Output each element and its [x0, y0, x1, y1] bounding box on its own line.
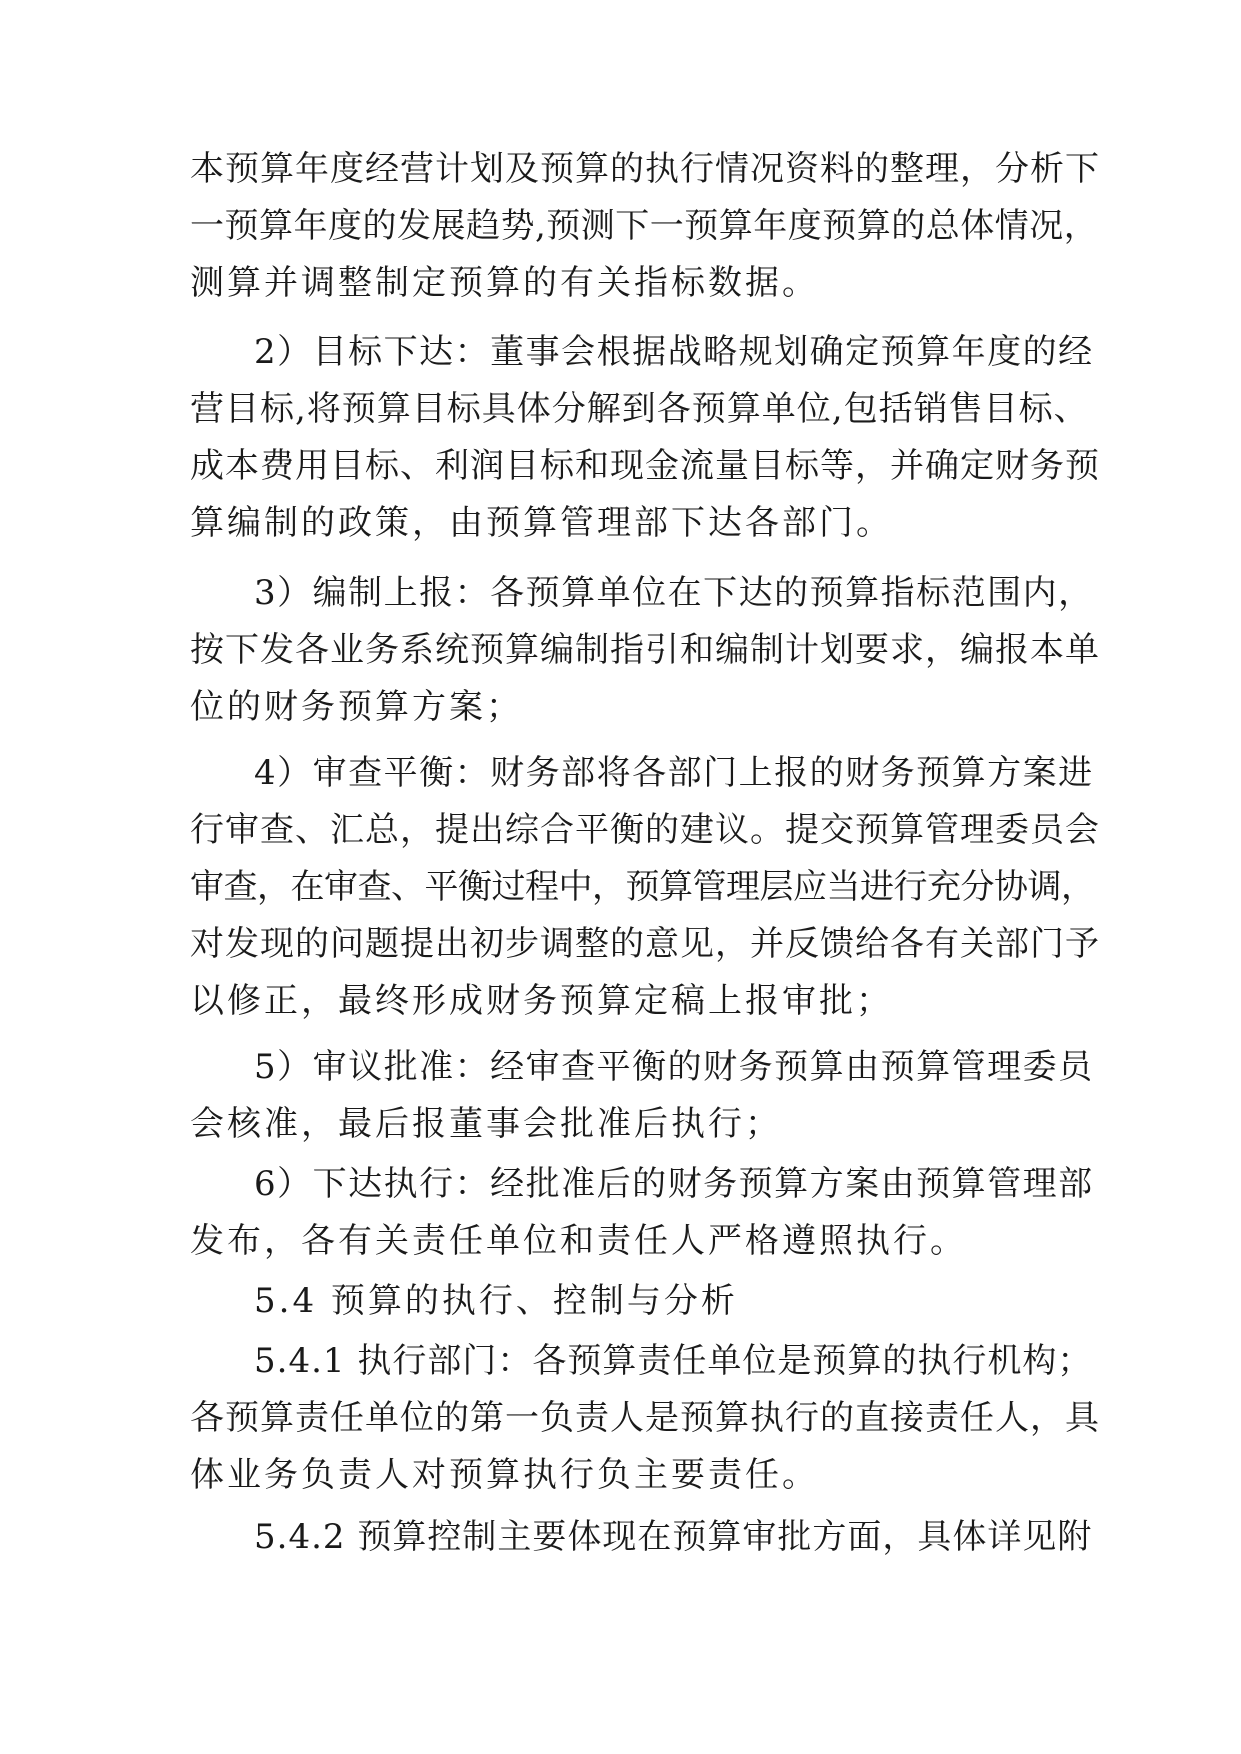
list-item-4-text: 4）审查平衡：财务部将各部门上报的财务预算方案进 [254, 753, 1094, 793]
text-line: 以修正，最终形成财务预算定稿上报审批； [190, 981, 893, 1021]
text-line: 本预算年度经营计划及预算的执行情况资料的整理，分析下 [190, 149, 1100, 189]
text-line: 体业务负责人对预算执行负主要责任。 [190, 1455, 819, 1495]
text-line: 按下发各业务系统预算编制指引和编制计划要求，编报本单 [190, 630, 1100, 670]
text-line: 会核准，最后报董事会批准后执行； [190, 1104, 782, 1144]
list-item-3-text: 3）编制上报：各预算单位在下达的预算指标范围内， [254, 573, 1094, 613]
clause-5-4-1-text: 5.4.1 执行部门：各预算责任单位是预算的执行机构； [254, 1341, 1093, 1381]
list-item-6-text: 6）下达执行：经批准后的财务预算方案由预算管理部 [254, 1164, 1094, 1204]
list-item-2-text: 2）目标下达：董事会根据战略规划确定预算年度的经 [254, 332, 1094, 372]
text-line: 算编制的政策，由预算管理部下达各部门。 [190, 503, 893, 543]
text-line: 发布，各有关责任单位和责任人严格遵照执行。 [190, 1221, 967, 1261]
text-line: 测算并调整制定预算的有关指标数据。 [190, 263, 819, 303]
text-line: 位的财务预算方案； [190, 687, 523, 727]
section-heading-5-4: 5.4 预算的执行、控制与分析 [254, 1281, 738, 1321]
text-line: 对发现的问题提出初步调整的意见，并反馈给各有关部门予 [190, 924, 1100, 964]
text-line: 营目标,将预算目标具体分解到各预算单位,包括销售目标、 [190, 389, 1089, 429]
text-line: 审查，在审查、平衡过程中，预算管理层应当进行充分协调， [190, 867, 1095, 907]
text-line: 各预算责任单位的第一负责人是预算执行的直接责任人，具 [190, 1398, 1100, 1438]
text-line: 成本费用目标、利润目标和现金流量目标等，并确定财务预 [190, 446, 1100, 486]
text-line: 行审查、汇总，提出综合平衡的建议。提交预算管理委员会 [190, 810, 1100, 850]
text-line: 一预算年度的发展趋势,预测下一预算年度预算的总体情况， [190, 206, 1099, 246]
clause-5-4-2-text: 5.4.2 预算控制主要体现在预算审批方面，具体详见附 [254, 1517, 1093, 1557]
list-item-5-text: 5）审议批准：经审查平衡的财务预算由预算管理委员 [254, 1047, 1094, 1087]
